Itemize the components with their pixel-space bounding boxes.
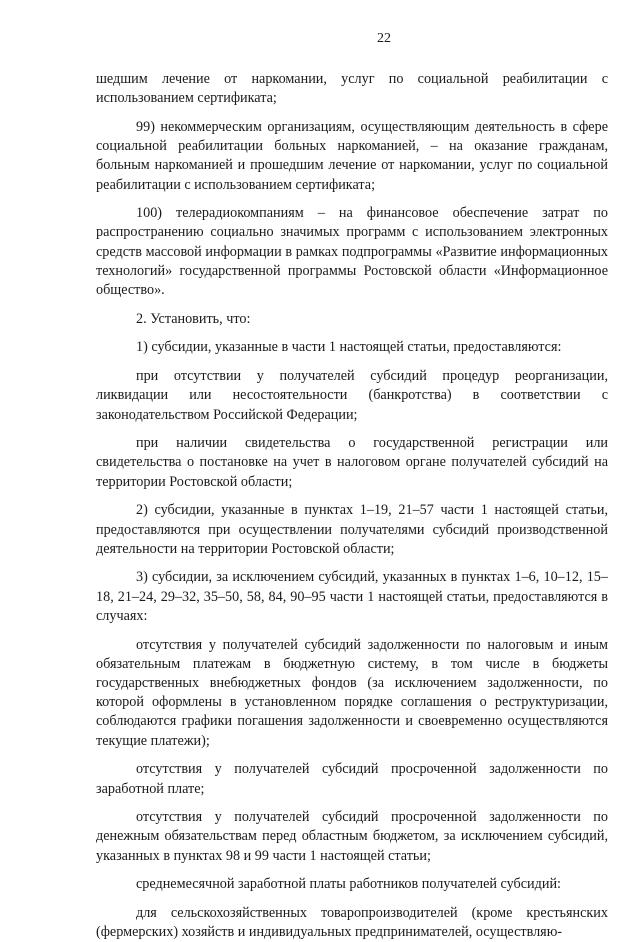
paragraph-condition-budget-debt: отсутствия у получателей субсидий просроченной задолженности по денежным обязательствам перед областным бюджетом, за исключением субсидий, указанных в пунктах 98 и 99 части 1 настоящей статьи;: [96, 809, 608, 864]
paragraph-condition-registration: при наличии свидетельства о государственной регистрации или свидетельства о постановке на учет в налоговом органе получателей субсидий на территории Ростовской области;: [96, 435, 608, 490]
paragraph-subitem-1: 1) субсидии, указанные в части 1 настоящей статьи, предоставляются:: [136, 339, 562, 356]
paragraph-subitem-2: 2) субсидии, указанные в пунктах 1–19, 21–57 части 1 настоящей статьи, предоставляются при осуществлении получателями субсидий производственной деятельности на территории Ростовской области;: [96, 502, 608, 557]
paragraph-condition-reorganization: при отсутствии у получателей субсидий процедур реорганизации, ликвидации или несостоятельности (банкротства) в соответствии с законодательством Российской Федерации;: [96, 368, 608, 423]
page-number: 22: [377, 31, 391, 46]
paragraph-section-2: 2. Установить, что:: [136, 310, 251, 327]
paragraph-continuation: шедшим лечение от наркомании, услуг по социальной реабилитации с использованием сертификата;: [96, 71, 608, 107]
paragraph-item-100: 100) телерадиокомпаниям – на финансовое обеспечение затрат по распространению социально значимых программ с использованием электронных средств массовой информации в рамках подпрограммы «Развитие информационных технологий» государственной программы Ростовской области «Информационное общество».: [96, 205, 608, 299]
paragraph-subitem-3: 3) субсидии, за исключением субсидий, указанных в пунктах 1–6, 10–12, 15–18, 21–24, 29–32, 35–50, 58, 84, 90–95 части 1 настоящей статьи, предоставляются в случаях:: [96, 569, 608, 624]
paragraph-condition-wage-debt: отсутствия у получателей субсидий просроченной задолженности по заработной плате;: [96, 761, 608, 797]
paragraph-item-99: 99) некоммерческим организациям, осуществляющим деятельность в сфере социальной реабилитации больных наркоманией, – на оказание гражданам, больным наркоманией и прошедшим лечение от наркомании, услуг по социальной реабилитации с использованием сертификата;: [96, 118, 608, 193]
paragraph-agricultural-producers: для сельскохозяйственных товаропроизводителей (кроме крестьянских (фермерских) хозяйств и индивидуальных предпринимателей, осуществляю-: [96, 905, 608, 941]
document-body: [96, 70, 608, 942]
paragraph-condition-tax-debt: отсутствия у получателей субсидий задолженности по налоговым и иным обязательным платежам в бюджетную систему, в том числе в бюджеты государственных внебюджетных фондов (за исключением задолженности, по которой оформлены в установленном порядке соглашения о реструктуризации, соблюдаются графики погашения задолженности и своевременно осуществляются текущие платежи);: [96, 636, 608, 749]
paragraph-condition-average-wage: среднемесячной заработной платы работников получателей субсидий:: [136, 876, 561, 893]
